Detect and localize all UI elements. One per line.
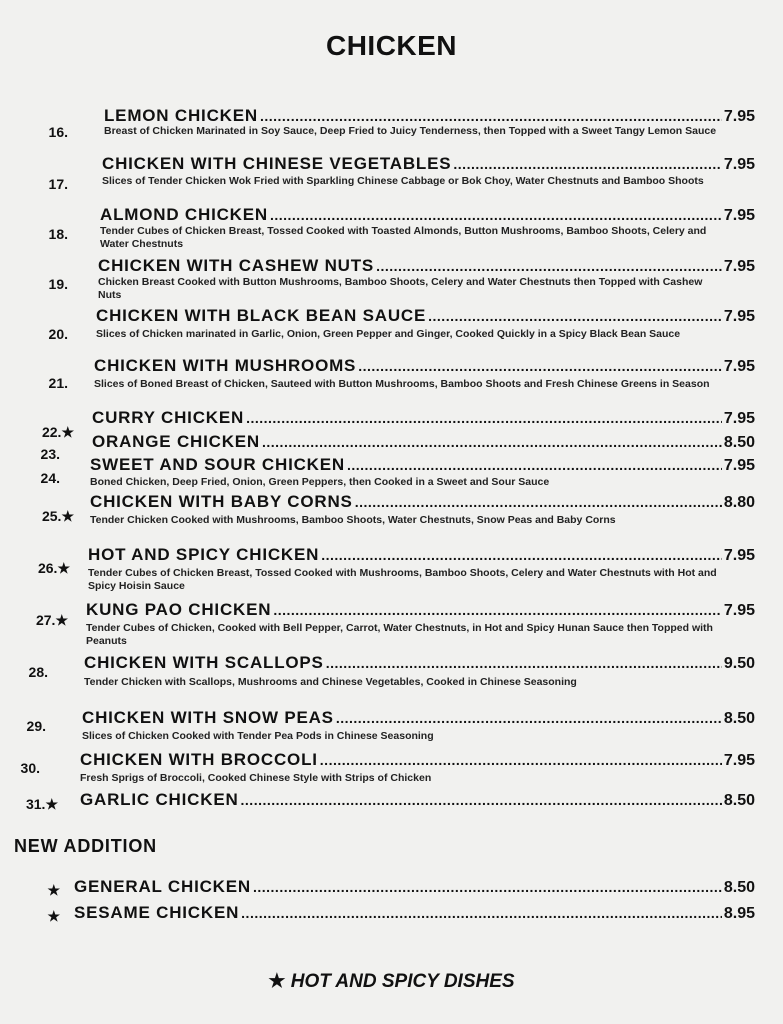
item-number: 26.★ xyxy=(37,560,70,576)
item-description: Chicken Breast Cooked with Button Mushrooms, Bamboo Shoots, Celery and Water Chestnuts then Topped with Cashew Nuts xyxy=(98,276,703,301)
item-line xyxy=(102,154,755,174)
item-name: ALMOND CHICKEN xyxy=(100,205,268,224)
leader-dots xyxy=(347,457,722,473)
item-description: Slices of Tender Chicken Wok Fried with Sparkling Chinese Cabbage or Bok Choy, Water Chestnuts and Bamboo Shoots xyxy=(102,175,704,187)
section-heading: NEW ADDITION xyxy=(14,836,157,856)
item-price: 7.95 xyxy=(723,108,755,125)
item-line xyxy=(100,205,755,225)
item-number: 25.★ xyxy=(41,508,74,524)
item-price: 8.50 xyxy=(723,879,755,896)
item-price: 8.95 xyxy=(723,905,755,922)
item-price: 7.95 xyxy=(723,457,755,474)
item-description: Tender Cubes of Chicken Breast, Tossed Cooked with Toasted Almonds, Button Mushrooms, Bamboo Shoots, Celery and Water Chestnuts xyxy=(100,225,707,250)
item-line xyxy=(84,653,755,673)
leader-dots xyxy=(246,410,722,426)
item-name: CHICKEN WITH MUSHROOMS xyxy=(94,356,357,375)
item-line xyxy=(86,600,755,620)
item-name: CHICKEN WITH BABY CORNS xyxy=(90,492,353,511)
item-name: CHICKEN WITH BLACK BEAN SAUCE xyxy=(96,306,427,325)
item-name: SWEET AND SOUR CHICKEN xyxy=(90,455,345,474)
item-name: KUNG PAO CHICKEN xyxy=(86,600,272,619)
item-name: CHICKEN WITH SNOW PEAS xyxy=(82,708,334,727)
item-number: 31.★ xyxy=(25,796,58,812)
item-price: 7.95 xyxy=(723,547,755,564)
item-price: 7.95 xyxy=(723,258,755,275)
star-icon: ★ xyxy=(268,971,286,992)
item-price: 7.95 xyxy=(723,410,755,427)
item-name: CHICKEN WITH SCALLOPS xyxy=(84,653,324,672)
item-description: Slices of Chicken marinated in Garlic, Onion, Green Pepper and Ginger, Cooked Quickly in a Spicy Black Bean Sauce xyxy=(96,328,681,340)
item-description: Slices of Boned Breast of Chicken, Sauteed with Button Mushrooms, Bamboo Shoots and Fresh Chinese Greens in Season xyxy=(94,378,710,390)
item-line xyxy=(94,356,755,376)
item-description: Tender Cubes of Chicken, Cooked with Bell Pepper, Carrot, Water Chestnuts, in Hot and Spicy Hunan Sauce then Topped with Peanuts xyxy=(86,622,713,647)
star-icon: ★ xyxy=(47,908,60,924)
item-line xyxy=(80,750,755,770)
leader-dots xyxy=(453,156,721,172)
item-number: 28. xyxy=(28,664,48,680)
leader-dots xyxy=(321,547,722,563)
item-number: 23. xyxy=(40,446,60,462)
leader-dots xyxy=(241,905,722,921)
leader-dots xyxy=(241,792,722,808)
item-description: Tender Cubes of Chicken Breast, Tossed Cooked with Mushrooms, Bamboo Shoots, Celery and Water Chestnuts with Hot and Spicy Hoisin Sauce xyxy=(88,567,717,592)
item-line xyxy=(104,106,755,126)
leader-dots xyxy=(270,207,722,223)
leader-dots xyxy=(262,434,722,450)
item-name: GENERAL CHICKEN xyxy=(74,877,251,896)
item-name: SESAME CHICKEN xyxy=(74,903,240,922)
item-description: Tender Chicken with Scallops, Mushrooms and Chinese Vegetables, Cooked in Chinese Seasoning xyxy=(84,676,577,688)
item-name: LEMON CHICKEN xyxy=(104,106,258,125)
item-name: CHICKEN WITH CHINESE VEGETABLES xyxy=(102,154,452,173)
item-number: 17. xyxy=(48,176,68,192)
leader-dots xyxy=(273,602,722,618)
item-line xyxy=(88,545,755,565)
item-number: 19. xyxy=(48,276,68,292)
leader-dots xyxy=(376,258,722,274)
item-price: 7.95 xyxy=(723,156,755,173)
item-number: 16. xyxy=(48,124,68,140)
leader-dots xyxy=(326,655,722,671)
item-number: 18. xyxy=(48,226,68,242)
item-price: 8.50 xyxy=(723,434,755,451)
item-price: 7.95 xyxy=(723,602,755,619)
item-price: 7.95 xyxy=(723,308,755,325)
item-price: 8.80 xyxy=(723,494,755,511)
item-description: Tender Chicken Cooked with Mushrooms, Bamboo Shoots, Water Chestnuts, Snow Peas and Baby Corns xyxy=(90,514,616,526)
leader-dots xyxy=(320,752,722,768)
leader-dots xyxy=(260,108,722,124)
item-description: Boned Chicken, Deep Fried, Onion, Green Peppers, then Cooked in a Sweet and Sour Sauce xyxy=(90,476,550,488)
item-number: 29. xyxy=(26,718,46,734)
leader-dots xyxy=(358,358,722,374)
item-name: CHICKEN WITH BROCCOLI xyxy=(80,750,318,769)
item-number: 20. xyxy=(48,326,68,342)
item-description: Breast of Chicken Marinated in Soy Sauce, Deep Fried to Juicy Tenderness, then Topped with a Sweet Tangy Lemon Sauce xyxy=(104,125,717,137)
leader-dots xyxy=(336,710,722,726)
star-icon: ★ xyxy=(47,882,60,898)
item-line xyxy=(98,256,755,276)
legend-text: HOT AND SPICY DISHES xyxy=(290,971,515,992)
leader-dots xyxy=(355,494,722,510)
item-name: ORANGE CHICKEN xyxy=(92,432,260,451)
item-number: 21. xyxy=(48,375,68,391)
item-name: GARLIC CHICKEN xyxy=(80,790,239,809)
item-description: Fresh Sprigs of Broccoli, Cooked Chinese Style with Strips of Chicken xyxy=(80,772,432,784)
item-line xyxy=(96,306,755,326)
item-number: 24. xyxy=(40,470,60,486)
item-price: 7.95 xyxy=(723,358,755,375)
item-number: 22.★ xyxy=(41,424,74,440)
leader-dots xyxy=(428,308,722,324)
item-price: 7.95 xyxy=(723,207,755,224)
item-number: 27.★ xyxy=(35,612,68,628)
item-line xyxy=(74,903,755,923)
item-line xyxy=(80,790,755,810)
item-price: 8.50 xyxy=(723,710,755,727)
item-price: 8.50 xyxy=(723,792,755,809)
item-line xyxy=(90,455,755,475)
item-line xyxy=(74,877,755,897)
leader-dots xyxy=(253,879,722,895)
item-line xyxy=(82,708,755,728)
legend-note xyxy=(0,970,783,993)
item-number: 30. xyxy=(20,760,40,776)
item-line xyxy=(92,408,755,428)
item-name: HOT AND SPICY CHICKEN xyxy=(88,545,320,564)
item-name: CURRY CHICKEN xyxy=(92,408,245,427)
item-price: 9.50 xyxy=(723,655,755,672)
item-line xyxy=(92,432,755,452)
page-title: CHICKEN xyxy=(325,30,458,61)
item-description: Slices of Chicken Cooked with Tender Pea Pods in Chinese Seasoning xyxy=(82,730,434,742)
item-name: CHICKEN WITH CASHEW NUTS xyxy=(98,256,375,275)
item-price: 7.95 xyxy=(723,752,755,769)
item-line xyxy=(90,492,755,512)
